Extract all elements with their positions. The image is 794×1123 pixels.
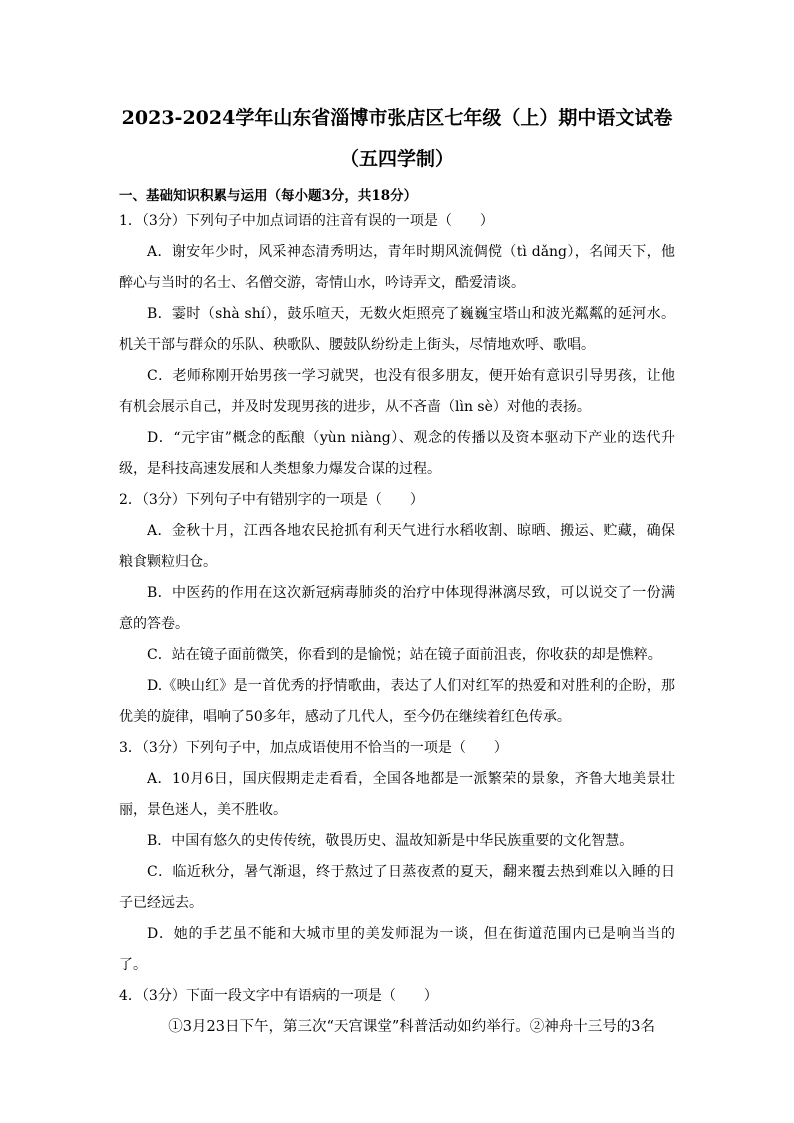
question-stem: 2．（3分）下列句子中有错别字的一项是（ ） [119,492,424,508]
question-3 [119,733,675,981]
option-b: B．中医药的作用在这次新冠病毒肺炎的治疗中体现得淋漓尽致，可以说交了一份满意的答卷。 [119,585,675,632]
question-1 [119,206,675,485]
option-c: C．临近秋分，暑气渐退，终于熬过了日蒸夜煮的夏天，翻来覆去热到难以入睡的日子已经远去。 [119,864,675,911]
option-c: C．老师称刚开始男孩一学习就哭，也没有很多朋友，便开始有意识引导男孩，让他有机会展示自己，并及时发现男孩的进步，从不吝啬（lìn sè）对他的表扬。 [119,368,675,415]
option-d: D．“元宇宙”概念的酝酿（yùn niàng）、观念的传播以及资本驱动下产业的迭代升级，是科技高速发展和人类想象力爆发合谋的过程。 [119,430,675,477]
question-stem: 3．（3分）下列句子中，加点成语使用不恰当的一项是（ ） [119,740,508,756]
option-b: B．霎时（shà shí），鼓乐喧天，无数火炬照亮了巍巍宝塔山和波光粼粼的延河水。机关干部与群众的乐队、秧歌队、腰鼓队纷纷走上街头，尽情地欢呼、歌唱。 [119,306,675,353]
question-4 [119,981,675,1043]
option-a: A．10月6日，国庆假期走走看看，全国各地都是一派繁荣的景象，齐鲁大地美景壮丽，景色迷人，美不胜收。 [119,771,675,818]
question-stem: 1．（3分）下列句子中加点词语的注音有误的一项是（ ） [119,213,494,229]
option-b: B．中国有悠久的史传传统，敬畏历史、温故知新是中华民族重要的文化智慧。 [147,833,634,849]
question-passage: ①3月23日下午，第三次“天宫课堂”科普活动如约举行。②神舟十三号的3名 [168,1019,656,1035]
option-a: A．金秋十月，江西各地农民抢抓有利天气进行水稻收割、晾晒、搬运、贮藏，确保粮食颗粒归仓。 [119,523,675,570]
option-a: A．谢安年少时，风采神态清秀明达，青年时期风流倜傥（tì dǎng），名闻天下，他醉心与当时的名士、名僧交游，寄情山水，吟诗弄文，酷爱清谈。 [119,244,675,291]
section-heading: 一、基础知识积累与运用（每小题3分，共18分） [119,188,418,204]
page-title: 2023-2024学年山东省淄博市张店区七年级（上）期中语文试卷 [121,107,673,129]
page-subtitle: （五四学制） [339,148,454,170]
option-c: C．站在镜子面前微笑，你看到的是愉悦；站在镜子面前沮丧，你收获的却是憔粹。 [147,647,662,663]
option-d: D.《映山红》是一首优秀的抒情歌曲，表达了人们对红军的热爱和对胜利的企盼，那优美的旋律，唱响了50多年，感动了几代人，至今仍在继续着红色传承。 [119,678,675,725]
question-stem: 4．（3分）下面一段文字中有语病的一项是（ ） [119,988,438,1004]
option-d: D．她的手艺虽不能和大城市里的美发师混为一谈，但在街道范围内已是响当当的了。 [119,926,675,973]
question-2 [119,485,675,733]
